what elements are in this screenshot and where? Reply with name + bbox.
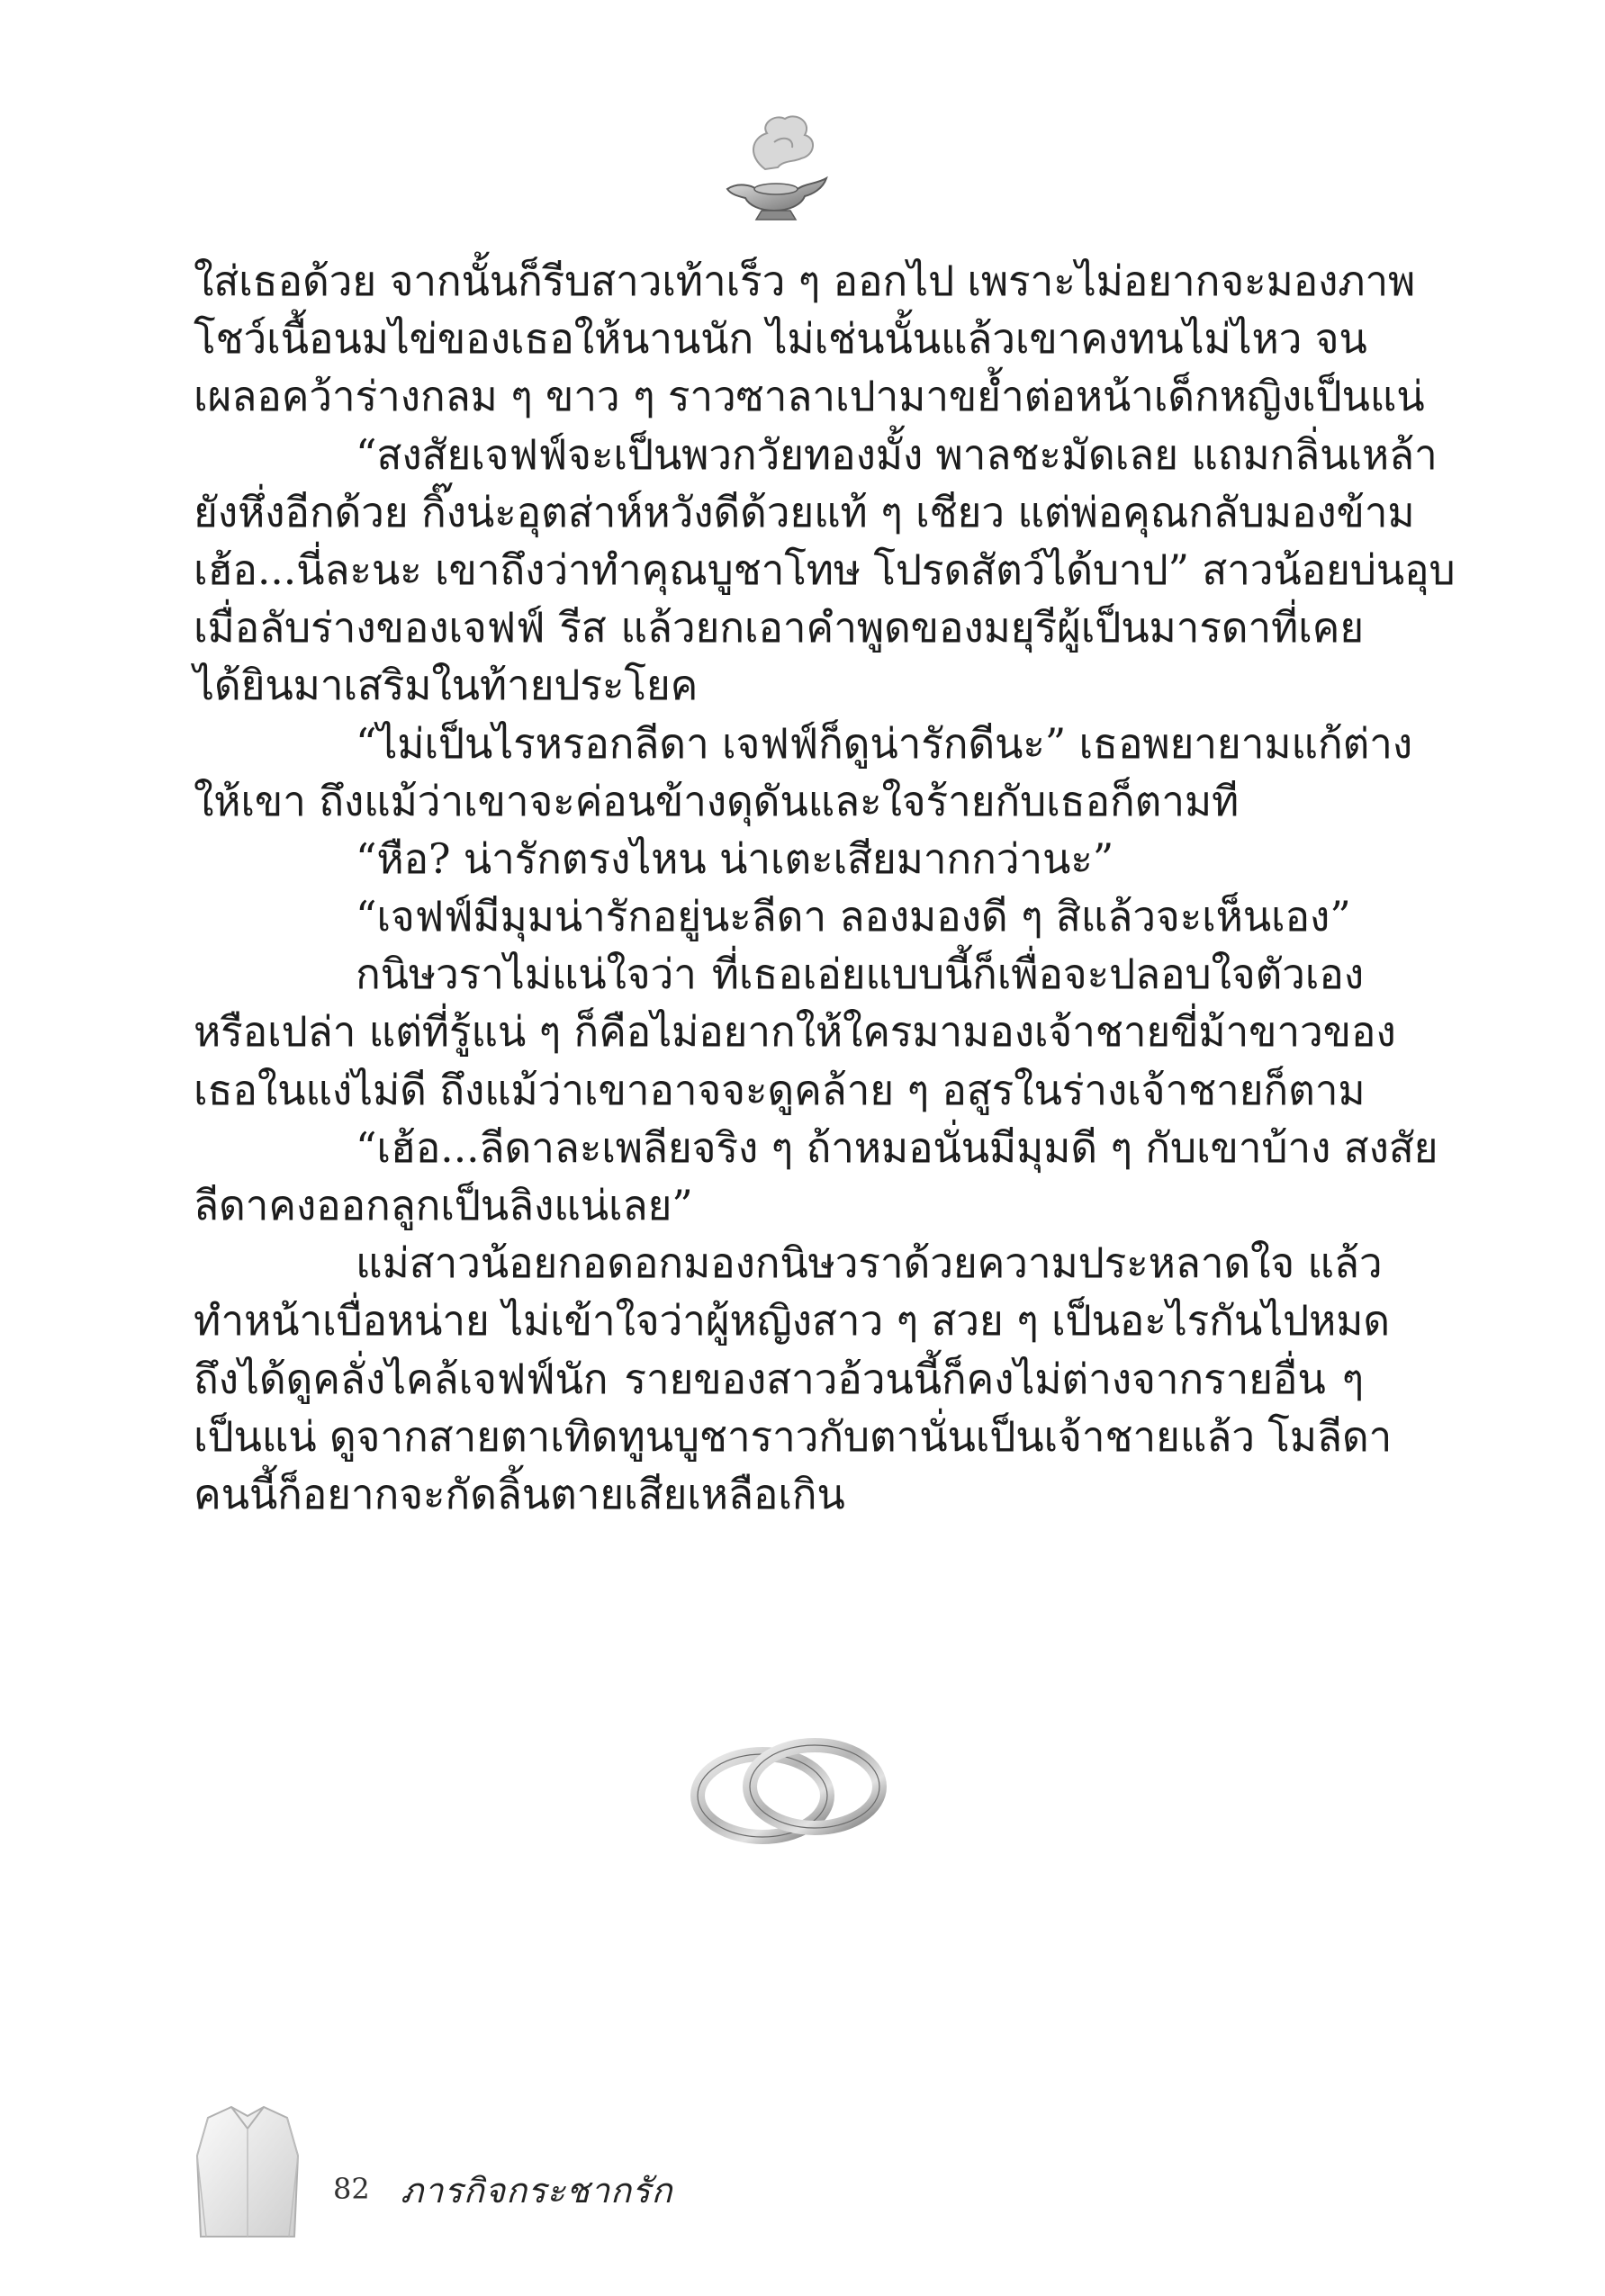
text-line: หรือเปล่า แต่ที่รู้แน่ ๆ ก็คือไม่อยากให้ใครมามองเจ้าชายขี่ม้าขาวของ bbox=[194, 1007, 1396, 1057]
text-line: โชว์เนื้อนมไข่ของเธอให้นานนัก ไม่เช่นนั้นแล้วเขาคงทนไม่ไหว จน bbox=[194, 314, 1367, 364]
book-title: ภารกิจกระชากรัก bbox=[401, 2171, 673, 2210]
text-line: ได้ยินมาเสริมในท้ายประโยค bbox=[194, 661, 699, 710]
text-line: เธอในแง่ไม่ดี ถึงแม้ว่าเขาอาจจะดูคล้าย ๆ อสูรในร่างเจ้าชายก็ตาม bbox=[194, 1065, 1366, 1114]
page-footer bbox=[194, 2102, 824, 2246]
text-line: “หือ? น่ารักตรงไหน น่าเตะเสียมากกว่านะ” bbox=[356, 833, 1114, 883]
text-line: ใส่เธอด้วย จากนั้นก็รีบสาวเท้าเร็ว ๆ ออกไป เพราะไม่อยากจะมองภาพ bbox=[194, 257, 1416, 305]
page-number: 82 bbox=[333, 2172, 370, 2206]
text-line: “สงสัยเจฟฟ์จะเป็นพวกวัยทองมั้ง พาลชะมัดเลย แถมกลิ่นเหล้า bbox=[356, 429, 1438, 479]
text-line: เผลอคว้าร่างกลม ๆ ขาว ๆ ราวซาลาเปามาขย้ำต่อหน้าเด็กหญิงเป็นแน่ bbox=[194, 372, 1425, 421]
text-line: ให้เขา ถึงแม้ว่าเขาจะค่อนข้างดุดันและใจร้ายกับเธอก็ตามที bbox=[194, 776, 1240, 825]
text-line: เมื่อลับร่างของเจฟฟ์ รีส แล้วยกเอาคำพูดของมยุรีผู้เป็นมารดาที่เคย bbox=[194, 603, 1364, 653]
wedding-rings-icon bbox=[680, 1733, 896, 1850]
text-line: เป็นแน่ ดูจากสายตาเทิดทูนบูชาราวกับตานั่นเป็นเจ้าชายแล้ว โมลีดา bbox=[194, 1411, 1393, 1461]
text-line: แม่สาวน้อยกอดอกมองกนิษวราด้วยความประหลาดใจ แล้ว bbox=[356, 1238, 1383, 1288]
body-text bbox=[194, 252, 1456, 1523]
text-line: กนิษวราไม่แน่ใจว่า ที่เธอเอ่ยแบบนี้ก็เพื่อจะปลอบใจตัวเอง bbox=[356, 950, 1364, 999]
text-line: ยังหึ่งอีกด้วย กิ๊งน่ะอุตส่าห์หวังดีด้วยแท้ ๆ เชียว แต่พ่อคุณกลับมองข้าม bbox=[194, 487, 1415, 536]
shirt-icon bbox=[194, 2102, 302, 2241]
text-line: เฮ้อ...นี่ละนะ เขาถึงว่าทำคุณบูชาโทษ โปรดสัตว์ได้บาป” สาวน้อยบ่นอุบ bbox=[194, 545, 1456, 594]
text-line: “ไม่เป็นไรหรอกลีดา เจฟฟ์ก็ดูน่ารักดีนะ” เธอพยายามแก้ต่าง bbox=[356, 718, 1413, 768]
text-line: “เฮ้อ...ลีดาละเพลียจริง ๆ ถ้าหมอนั่นมีมุมดี ๆ กับเขาบ้าง สงสัย bbox=[356, 1122, 1438, 1172]
text-line: ลีดาคงออกลูกเป็นลิงแน่เลย” bbox=[194, 1181, 693, 1229]
text-line: “เจฟฟ์มีมุมน่ารักอยู่นะลีดา ลองมองดี ๆ สิแล้วจะเห็นเอง” bbox=[356, 892, 1351, 941]
text-line: ทำหน้าเบื่อหน่าย ไม่เข้าใจว่าผู้หญิงสาว ๆ สวย ๆ เป็นอะไรกันไปหมด bbox=[194, 1296, 1390, 1346]
text-line: ถึงได้ดูคลั่งไคล้เจฟฟ์นัก รายของสาวอ้วนนี้ก็คงไม่ต่างจากรายอื่น ๆ bbox=[194, 1354, 1364, 1403]
magic-lamp-icon bbox=[711, 106, 837, 232]
text-line: คนนี้ก็อยากจะกัดลิ้นตายเสียเหลือเกิน bbox=[194, 1469, 845, 1518]
